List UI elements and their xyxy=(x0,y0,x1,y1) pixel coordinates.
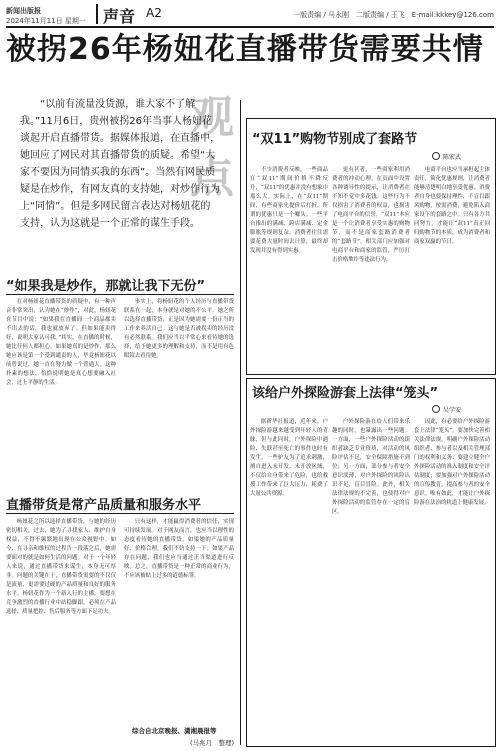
article2-byline xyxy=(432,405,461,414)
article1-byline xyxy=(432,152,461,161)
lead-paragraph xyxy=(20,96,220,232)
masthead-divider xyxy=(96,4,98,24)
article1-author: 陈宏武 xyxy=(443,154,462,161)
author-icon xyxy=(432,405,440,413)
lead-text: “以前有流量没货源，谁大家不了解我。”11月6日，贵州被拐26年当事人杨妞花谈起开启直播带货。据媒体报道，在直播中，她回应了网民对其直播带货的质疑。希望“大家不要因为同情买我的东西”。当然有网民质疑是在炒作，有网友真的支持她，对炒作行为上“同情”。但是多网民留言表达对杨妞花的支持，认为这就是一个正常的谋生手段。 xyxy=(20,99,220,229)
section2-title: 直播带货是常产品质量和服务水平 xyxy=(6,498,202,513)
section-name: 声音 xyxy=(103,7,136,26)
article1-title: “双11”购物节别成了套路节 xyxy=(252,132,418,147)
section1-col2-text: 事实上，将杨妞花的个人经历与直播带货联系在一起，本身就是对她的不公平。她之所以选择直播带货，正是因为她需要一份正当的工作来养活自己。这与她是否被拐卖的经历没有必然联系。我们应当以平常心来看待她的选择，给予她更多的理解和支持，而不是用有色眼镜去看待她。 xyxy=(124,299,234,359)
issue-date: 2024年11月11日 星期一 xyxy=(6,17,86,25)
article2-col2-text: 户外探险游在给人们带来乐趣的同时，也暴露出一些问题。一方面，一些户外探险活动的组织者缺乏专业资质，对活动的风险评估不足，安全保障措施不到位；另一方面，部分参与者安全意识淡薄，对户外探险的风险认识不足，盲目冒险。此外，相关法律法规的不完善，也使得对户外探险活动的监管存在一定的盲区。 xyxy=(332,419,410,515)
section1-column-2 xyxy=(124,298,234,488)
watermark-guandian: 观点 xyxy=(190,92,234,203)
section1-rule xyxy=(6,294,234,295)
article2-column-2 xyxy=(332,418,410,740)
page-headline: 被拐26年杨妞花直播带货需要共情 xyxy=(6,32,484,67)
section2-rule xyxy=(6,513,234,514)
paper-name: 新闻出版报 xyxy=(6,7,41,15)
section2-column-1 xyxy=(6,518,116,746)
section1-column-1 xyxy=(6,298,116,488)
article2-author: 吴学安 xyxy=(443,407,462,414)
masthead-date-block xyxy=(6,6,86,26)
article1-column-2 xyxy=(332,166,410,368)
masthead-rule xyxy=(6,26,494,28)
compiler-credit: (马兆月 整理) xyxy=(190,739,235,747)
column-divider xyxy=(240,100,241,745)
article1-column-1 xyxy=(250,166,328,368)
editor-info: 一版责编 / 马永刚 二版责编 / 王飞 E-mail:kkkey@126.com xyxy=(293,11,494,19)
article1-column-3 xyxy=(414,166,490,368)
article2-col1-text: 据新华社报道，近年来，户外探险游越来越受到年轻人的青睐，但与此同时，户外探险中遇险、失联甚至死亡的事件也时有发生。一些驴友为了追求刺激，擅自进入未开发、未开放区域，不仅给自身带来了危险，也给救援工作带来了巨大压力，耗费了大量公共资源。 xyxy=(250,419,328,497)
article2-column-3 xyxy=(414,418,490,740)
article2-column-1 xyxy=(250,418,328,740)
section1-col1-text: 在对杨妞花直播带货的质疑中，有一种声音非常突出，认为她在“炒作”，对此，杨妞花在节目中说：“如果我在直播间一个商品都卖不出去的话，我也就放弃了。但如果能卖得好，说明大家认可我。”其实，在直播的时候，她比任何人都担心。如果她真的是炒作，那么她应该是第一个受到谴责的人，毕竟杨妞花以前曾说过，她一直在努力做一个普通人。这种朴素的想法，恰恰说明她是真心想要融入社会，过上平静的生活。 xyxy=(6,299,116,386)
section2-column-2 xyxy=(124,518,234,723)
article1-col1-text: 不少消费者反映，一些商品在“双11”期间价格不降反升，“双11”的优惠并没有想象中那么大。实际上，在“双11”期间，有些商家先提价后打折，所谓的优惠只是一个噱头。一些平台推出的满减、跨店满减、定金膨胀等规则复杂，消费者往往需要花费大量时间去计算，最终却发现并没有得到实惠。 xyxy=(250,167,328,254)
section1-title: “如果我是炒作，那就让我下无份” xyxy=(6,279,206,294)
article1-col3-text: 电商平台也应当承担起主体责任，简化优惠规则，让消费者能够清楚明白地享受优惠。消费者自身也要保持理性，不盲目跟风购物，按需消费，避免陷入商家设下的套路之中。只有各方共同努力，才能让“双11”真正回归购物节的本质，成为消费者和商家双赢的节日。 xyxy=(414,167,490,245)
section2-col1-text: 杨妞花之所以选择直播带货，与她的经历密切相关。过去，她为了寻找家人、维护自身权益，不得不频繁地出现在公众视野中。如今，在寻亲和维权的过程告一段落之后，她需要面对的就是如何生活的问题。对于一个年轻人来说，通过直播带货来谋生，本身无可厚非。问题的关键在于，直播带货需要的不仅仅是流量，更需要过硬的产品质量和良好的服务水平。杨妞花作为一个新入行的主播，要想在竞争激烈的直播行业中站稳脚跟，必须在产品选择、质量把控、售后服务等方面下足功夫。 xyxy=(6,519,116,615)
article2-col3-text: 因此，有必要给户外探险游套上法律“笼头”。要加快完善相关法律法规，明确户外探险活动组织者、参与者以及相关管理部门的权利和义务；要建立健全户外探险活动的准入制度和安全评估制度；要加强对户外探险活动的宣传教育，提高参与者的安全意识。唯有如此，才能让户外探险游在法治的轨道上健康发展。 xyxy=(414,419,490,506)
section2-col2-text: 只有这样，才能赢得消费者的信任，实现可持续发展。对于网友而言，也应当以理性的态度看待她的直播带货。如果她的产品质量好、价格合理，我们不妨支持一下；如果产品存在问题，我们也应当通过正当渠道进行反映。总之，直播带货是一种正常的商业行为，不应该被贴上过多的道德标签。 xyxy=(124,519,234,579)
article2-title: 该给户外探险游套上法律“笼头” xyxy=(252,386,439,401)
source-note: 综合自北京晚报、潇湘晨报等 xyxy=(132,727,217,735)
article1-col2-text: 更有甚者，一些商家利用消费者的冲动心理，在页面中设置各种诱导性的提示，让消费者在不知不觉中多花钱。这些行为不仅损害了消费者的权益，也损害了电商平台的信誉。“双11”本应是一个让消费者享受实惠的购物节，而不是商家套路消费者的“套路节”。相关部门应加强对电商平台和商家的监管，严厉打击价格欺诈等违法行为。 xyxy=(332,167,410,263)
page-number: A2 xyxy=(146,6,162,20)
author-icon xyxy=(432,152,440,160)
